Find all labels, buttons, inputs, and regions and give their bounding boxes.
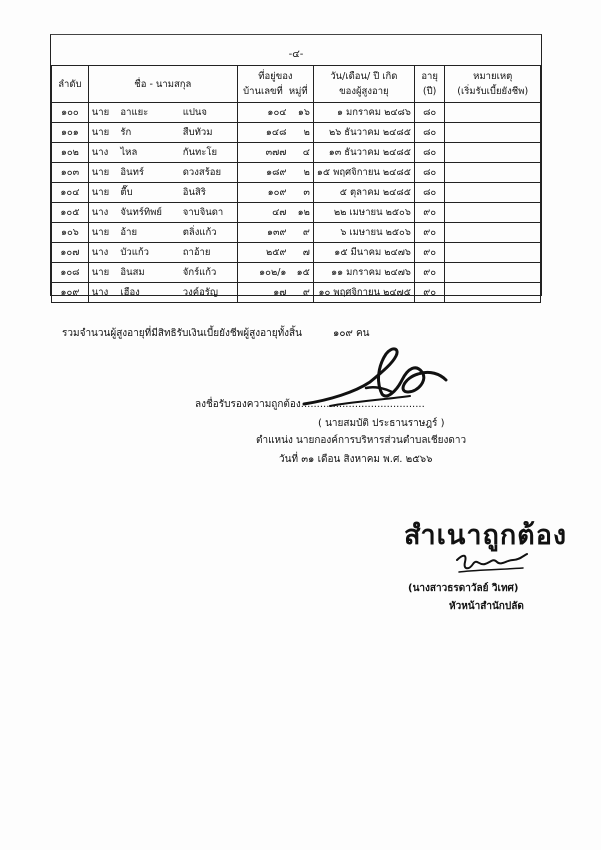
cell-first-name: อินทร์ — [117, 163, 179, 183]
cell-first-name: เฮือง — [117, 283, 179, 303]
cell-last-name: สืบทัวม — [180, 123, 238, 143]
cell-note — [445, 183, 541, 203]
cell-title: นาง — [88, 203, 117, 223]
cell-dob: ๒๖ ธันวาคม ๒๔๘๕ — [313, 123, 414, 143]
cell-dob: ๒๒ เมษายน ๒๕๐๖ — [313, 203, 414, 223]
cell-age: ๘๐ — [414, 103, 445, 123]
cell-title: นาง — [88, 143, 117, 163]
header-note — [445, 66, 541, 103]
header-note-line2: (เริ่มรับเบี้ยยังชีพ) — [457, 86, 529, 97]
cell-last-name: แปนจ — [180, 103, 238, 123]
cell-dob: ๖ เมษายน ๒๕๐๖ — [313, 223, 414, 243]
cell-first-name: อ้าย — [117, 223, 179, 243]
cell-first-name: บัวแก้ว — [117, 243, 179, 263]
cell-last-name: ถาอ้าย — [180, 243, 238, 263]
cell-moo: ๙ — [289, 283, 313, 303]
cell-note — [445, 223, 541, 243]
cell-dob: ๑๕ พฤศจิกายน ๒๔๘๕ — [313, 163, 414, 183]
cell-moo: ๒ — [289, 123, 313, 143]
cell-note — [445, 103, 541, 123]
cell-note — [445, 123, 541, 143]
cell-age: ๙๐ — [414, 243, 445, 263]
cell-house-no: ๑๐๙ — [237, 183, 289, 203]
cell-no: ๑๐๕ — [52, 203, 89, 223]
certification-label: ลงชื่อรับรองความถูกต้อง....................................... — [195, 399, 425, 410]
cell-dob: ๑๓ ธันวาคม ๒๔๘๕ — [313, 143, 414, 163]
header-address-title: ที่อยู่ของ — [258, 71, 293, 82]
header-age-line2: (ปี) — [422, 86, 437, 97]
header-address — [237, 66, 313, 103]
cell-first-name: จันทร์ทิพย์ — [117, 203, 179, 223]
cell-house-no: ๑๗ — [237, 283, 289, 303]
cell-title: นาง — [88, 283, 117, 303]
cell-note — [445, 143, 541, 163]
cell-no: ๑๐๐ — [52, 103, 89, 123]
page-number: -๔- — [288, 49, 304, 60]
table-row — [52, 123, 541, 143]
cell-house-no: ๔๗ — [237, 203, 289, 223]
header-address-sub — [241, 84, 310, 99]
cell-age: ๘๐ — [414, 143, 445, 163]
summary-count: ๑๐๙ คน — [333, 328, 370, 339]
cell-no: ๑๐๘ — [52, 263, 89, 283]
cell-house-no: ๑๓๙ — [237, 223, 289, 243]
cell-house-no: ๑๐๒/๑ — [237, 263, 289, 283]
cell-title: นาย — [88, 183, 117, 203]
table-row — [52, 203, 541, 223]
cell-note — [445, 283, 541, 303]
cell-age: ๙๐ — [414, 283, 445, 303]
header-dob — [313, 66, 414, 103]
cell-last-name: จาบจินดา — [180, 203, 238, 223]
cell-moo: ๒ — [289, 163, 313, 183]
clerk-name: (นางสาวธรดาวัลย์ วิเทศ) — [408, 583, 519, 594]
cell-moo: ๗ — [289, 243, 313, 263]
cell-first-name: ไหล — [117, 143, 179, 163]
cell-last-name: จักร์แก้ว — [180, 263, 238, 283]
table-row — [52, 163, 541, 183]
summary-text: รวมจำนวนผู้สูงอายุที่มีสิทธิรับเงินเบี้ยยังชีพผู้สูงอายุทั้งสิ้น — [62, 328, 302, 339]
cell-note — [445, 203, 541, 223]
cell-moo: ๑๖ — [289, 103, 313, 123]
cell-moo: ๑๒ — [289, 203, 313, 223]
table-row — [52, 143, 541, 163]
cell-dob: ๑ มกราคม ๒๔๘๖ — [313, 103, 414, 123]
table-row — [52, 223, 541, 243]
cell-dob: ๑๑ มกราคม ๒๔๗๖ — [313, 263, 414, 283]
cell-age: ๙๐ — [414, 263, 445, 283]
cell-title: นาย — [88, 163, 117, 183]
header-moo: หมู่ที่ — [288, 86, 308, 97]
cell-last-name: ดวงสร้อย — [180, 163, 238, 183]
table-header-row — [52, 66, 541, 103]
cell-last-name: วงค์อรัญ — [180, 283, 238, 303]
cell-no: ๑๐๓ — [52, 163, 89, 183]
cell-no: ๑๐๙ — [52, 283, 89, 303]
true-copy-stamp: สำเนาถูกต้อง — [404, 520, 568, 551]
cell-moo: ๓ — [289, 183, 313, 203]
cell-house-no: ๑๘๙ — [237, 163, 289, 183]
cell-first-name: อินสม — [117, 263, 179, 283]
cell-title: นาย — [88, 103, 117, 123]
cell-no: ๑๐๖ — [52, 223, 89, 243]
cell-house-no: ๑๔๘ — [237, 123, 289, 143]
cell-no: ๑๐๗ — [52, 243, 89, 263]
cell-age: ๘๐ — [414, 163, 445, 183]
header-house-no: บ้านเลขที่ — [243, 86, 283, 97]
cell-note — [445, 243, 541, 263]
cell-note — [445, 163, 541, 183]
cell-no: ๑๐๑ — [52, 123, 89, 143]
cell-title: นาย — [88, 263, 117, 283]
cell-moo: ๙ — [289, 223, 313, 243]
certification-date: วันที่ ๓๑ เดือน สิงหาคม พ.ศ. ๒๕๖๖ — [279, 454, 433, 465]
table-row — [52, 283, 541, 303]
cell-last-name: ตลิ่งแก้ว — [180, 223, 238, 243]
cell-house-no: ๑๐๔ — [237, 103, 289, 123]
cell-note — [445, 263, 541, 283]
table-row — [52, 263, 541, 283]
cell-house-no: ๒๕๙ — [237, 243, 289, 263]
clerk-signature — [453, 550, 531, 576]
cell-first-name: ตื๊บ — [117, 183, 179, 203]
cell-house-no: ๓๗๗ — [237, 143, 289, 163]
cell-first-name: รัก — [117, 123, 179, 143]
header-name: ชื่อ - นามสกุล — [88, 66, 237, 103]
header-dob-line1: วัน/เดือน/ ปี เกิด — [330, 71, 398, 82]
cell-last-name: อินสิริ — [180, 183, 238, 203]
cell-first-name: อาแยะ — [117, 103, 179, 123]
clerk-position: หัวหน้าสำนักปลัด — [449, 601, 524, 612]
cell-title: นาง — [88, 243, 117, 263]
header-no: ลำดับ — [52, 66, 89, 103]
header-dob-line2: ของผู้สูงอายุ — [339, 86, 389, 97]
cell-age: ๘๐ — [414, 123, 445, 143]
table-row — [52, 103, 541, 123]
cell-age: ๘๐ — [414, 183, 445, 203]
cell-age: ๙๐ — [414, 223, 445, 243]
cell-dob: ๑๕ มีนาคม ๒๔๗๖ — [313, 243, 414, 263]
table-row — [52, 183, 541, 203]
cell-no: ๑๐๒ — [52, 143, 89, 163]
elderly-allowance-table — [51, 65, 541, 303]
cell-last-name: กันทะโย — [180, 143, 238, 163]
cell-moo: ๔ — [289, 143, 313, 163]
cell-no: ๑๐๔ — [52, 183, 89, 203]
cell-title: นาย — [88, 223, 117, 243]
cell-age: ๙๐ — [414, 203, 445, 223]
elderly-allowance-table-frame — [50, 34, 542, 296]
header-age — [414, 66, 445, 103]
table-row — [52, 243, 541, 263]
cell-moo: ๑๕ — [289, 263, 313, 283]
header-note-line1: หมายเหตุ — [473, 71, 513, 82]
signer-name: ( นายสมบัติ ประธานราษฎร์ ) — [318, 418, 445, 429]
cell-dob: ๕ ตุลาคม ๒๔๘๕ — [313, 183, 414, 203]
cell-title: นาย — [88, 123, 117, 143]
header-age-line1: อายุ — [421, 71, 438, 82]
signer-position: ตำแหน่ง นายกองค์การบริหารส่วนตำบลเชียงดาว — [256, 435, 467, 446]
cell-dob: ๑๐ พฤศจิกายน ๒๔๗๕ — [313, 283, 414, 303]
